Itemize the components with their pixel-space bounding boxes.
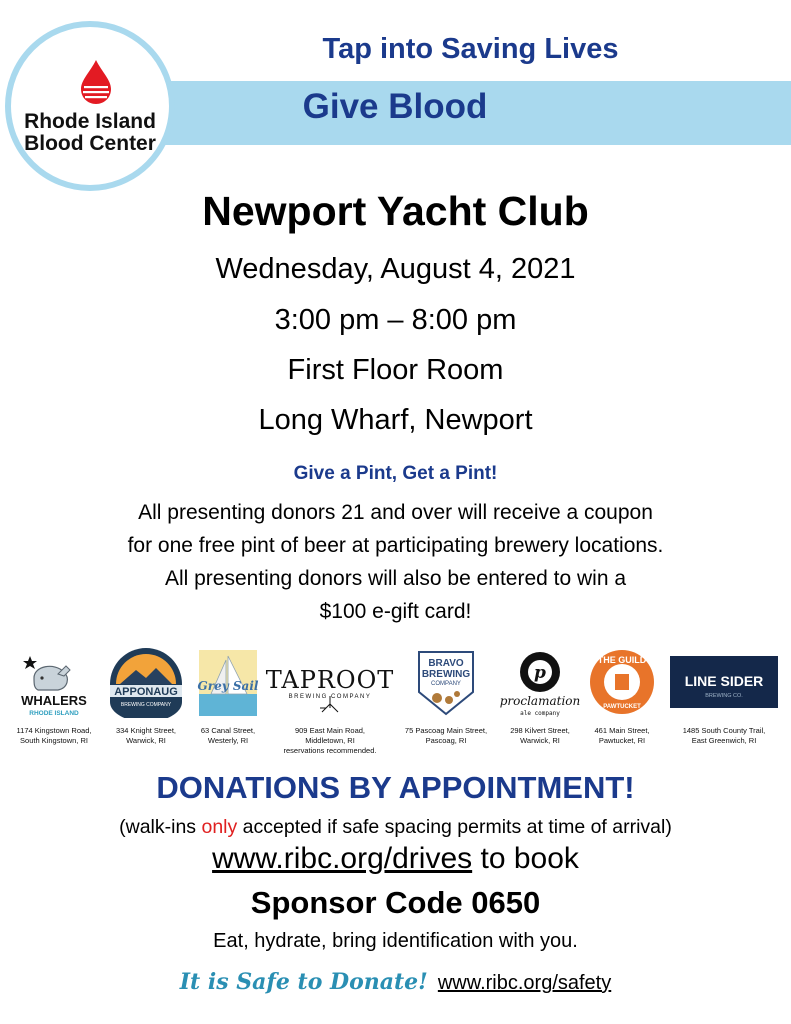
walkins-post: accepted if safe spacing permits at time of arrival) [237, 816, 672, 838]
brewery-grey-sail [192, 648, 264, 758]
brewery-the-guild [584, 648, 660, 758]
appointment-heading: DONATIONS BY APPOINTMENT! [156, 770, 635, 805]
line-sider-sub: BREWING CO. [705, 693, 743, 699]
grey-sail-logo-icon [197, 648, 259, 718]
donor-tips: Eat, hydrate, bring identification with you. [213, 930, 578, 952]
logo-line-2: Blood Center [24, 132, 156, 155]
line-sider-logo-icon [668, 648, 780, 718]
promo-line-4: $100 e-gift card! [319, 600, 472, 623]
taproot-sub: BREWING COMPANY [288, 694, 372, 700]
promo-line-1: All presenting donors 21 and over will receive a coupon [138, 501, 653, 524]
brewery-bravo [396, 648, 496, 758]
brewery-line-sider [664, 648, 784, 758]
proclamation-sub: ale company [520, 710, 560, 717]
apponaug-name: APPONAUG [114, 686, 178, 698]
event-date: Wednesday, August 4, 2021 [215, 253, 576, 285]
logo-text [11, 111, 169, 155]
promo-line-2: for one free pint of beer at participating brewery locations. [127, 534, 664, 557]
venue-title: Newport Yacht Club [202, 188, 589, 234]
brewery-taproot [264, 648, 396, 758]
walkins-only: only [201, 816, 238, 838]
logo-line-1: Rhode Island [24, 110, 156, 133]
safety-line [0, 969, 791, 995]
sponsor-code: Sponsor Code 0650 [250, 885, 541, 920]
safety-link[interactable]: www.ribc.org/safety [437, 972, 612, 994]
walkins-pre: (walk-ins [119, 816, 202, 838]
promo-line-3: All presenting donors will also be entered to win a [164, 567, 627, 590]
whalers-logo-icon [8, 648, 100, 718]
brewery-address: 1485 South County Trail, East Greenwich, RI [682, 726, 766, 745]
event-room: First Floor Room [287, 354, 504, 386]
taproot-name: TAPROOT [265, 666, 395, 694]
apponaug-logo-icon [100, 648, 192, 718]
blood-drop-icon [78, 58, 114, 106]
event-time: 3:00 pm – 8:00 pm [274, 304, 517, 336]
header-title: Give Blood [302, 87, 488, 126]
promo-text [40, 496, 751, 628]
brewery-address: 334 Knight Street, Warwick, RI [115, 726, 177, 745]
brewery-proclamation [496, 648, 584, 758]
bravo-logo-icon [411, 648, 481, 718]
apponaug-sub: BREWING COMPANY [120, 702, 172, 708]
tagline: Tap into Saving Lives [322, 33, 619, 65]
brewery-address: 298 Kilvert Street, Warwick, RI [510, 726, 570, 745]
taproot-logo-icon [264, 648, 396, 718]
booking-suffix: to book [472, 842, 579, 875]
safe-to-donate-text: It is Safe to Donate! [179, 969, 428, 995]
brewery-address: 75 Pascoag Main Street, Pascoag, RI [404, 726, 488, 745]
booking-line [0, 842, 791, 876]
brewery-address: 461 Main Street, Pawtucket, RI [594, 726, 650, 745]
whalers-sub: RHODE ISLAND [29, 710, 79, 717]
brewery-whalers [8, 648, 100, 758]
line-sider-name: LINE SIDER [684, 673, 764, 689]
brewery-address: 63 Canal Street, Westerly, RI [200, 726, 256, 745]
svg-text:COMPANY: COMPANY [431, 681, 461, 687]
walkins-notice [0, 816, 791, 839]
drives-link[interactable]: www.ribc.org/drives [212, 842, 473, 875]
event-location: Long Wharf, Newport [258, 404, 533, 436]
grey-sail-name: Grey Sail [197, 679, 259, 693]
svg-text:BREWING: BREWING [421, 669, 471, 680]
the-guild-logo-icon [584, 648, 660, 718]
the-guild-name: THE GUILD [597, 655, 647, 665]
proclamation-name: proclamation [499, 694, 581, 708]
svg-text:p: p [534, 663, 546, 683]
brewery-apponaug [100, 648, 192, 758]
brewery-address: 909 East Main Road, Middletown, RI reservations recommended. [283, 726, 377, 755]
proclamation-logo-icon [496, 648, 584, 718]
brewery-address: 1174 Kingstown Road, South Kingstown, RI [16, 726, 92, 745]
promo-heading: Give a Pint, Get a Pint! [293, 463, 498, 484]
the-guild-sub: PAWTUCKET [603, 704, 641, 710]
svg-text:BRAVO: BRAVO [428, 658, 464, 669]
whalers-name: WHALERS [21, 693, 87, 708]
